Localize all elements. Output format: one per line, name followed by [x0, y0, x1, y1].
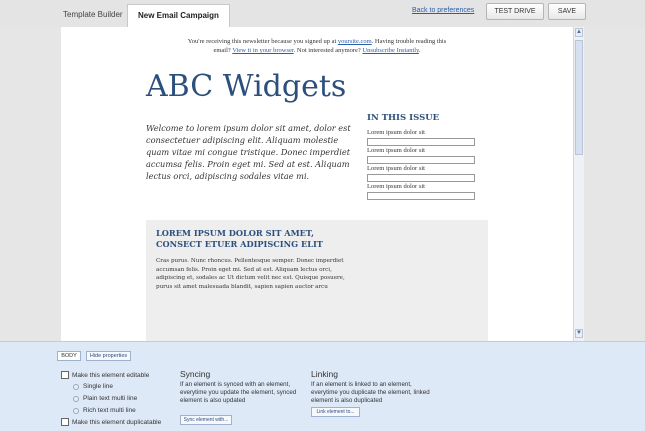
rich-text-label: Rich text multi line: [83, 407, 136, 414]
issue-item-field[interactable]: [367, 138, 475, 146]
notice-text: You're receiving this newsletter because you signed up at: [187, 38, 337, 45]
issue-item[interactable]: Lorem ipsum dolor sit: [367, 183, 425, 190]
test-drive-button[interactable]: TEST DRIVE: [486, 3, 544, 20]
newsletter-notice: [61, 37, 573, 55]
in-this-issue-heading[interactable]: IN THIS ISSUE: [367, 113, 440, 123]
notice-text: email?: [213, 47, 231, 54]
linking-heading: Linking: [311, 369, 338, 379]
issue-item-field[interactable]: [367, 174, 475, 182]
notice-text: . Having trouble reading this: [371, 38, 447, 45]
tab-new-email-campaign[interactable]: New Email Campaign: [127, 4, 230, 27]
issue-item-field[interactable]: [367, 156, 475, 164]
duplicatable-checkbox[interactable]: [61, 418, 69, 426]
unsubscribe-link[interactable]: Unsubscribe Instantly: [362, 47, 419, 54]
section-body[interactable]: Cras purus. Nunc rhoncus. Pellentesque semper. Donec imperdiet accumsan felis. Proin eget mi. Sed at est. Aliquam lectus orci, adipiscing et, sodales ac Ut dictum velit nec est. Quisque posuere, purus sit amet malesuada blandit, sapien sapien auctor arcu: [156, 258, 345, 290]
rich-text-radio[interactable]: [73, 408, 79, 414]
hide-properties-button[interactable]: Hide properties: [86, 351, 131, 361]
issue-item[interactable]: Lorem ipsum dolor sit: [367, 147, 425, 154]
issue-item-field[interactable]: [367, 192, 475, 200]
back-to-preferences-link[interactable]: Back to preferences: [412, 7, 475, 14]
right-margin: [584, 27, 645, 341]
notice-text: .: [418, 47, 421, 54]
save-button[interactable]: SAVE: [548, 3, 586, 20]
scroll-up-icon[interactable]: ▲: [576, 29, 582, 35]
intro-text[interactable]: Welcome to lorem ipsum dolor sit amet, dolor est consectetuer adipiscing elit. Aliquam molestie quam vitae mi congue tristique. Donec imperdiet accumsa felis. Proin eget mi. Sed at est. Aliquam lectus orci, adipiscing sodales vitae mi.: [146, 123, 351, 181]
duplicatable-label: Make this element duplicatable: [72, 419, 162, 426]
properties-panel: [0, 341, 645, 431]
top-bar: [0, 0, 645, 27]
plain-text-radio[interactable]: [73, 396, 79, 402]
syncing-description: If an element is synced with an element, everytime you update the element, synced element is also updated: [180, 381, 297, 404]
yoursite-link[interactable]: yoursite.com: [337, 38, 372, 45]
editable-label: Make this element editable: [72, 372, 150, 379]
notice-text: . Not interested anymore?: [293, 47, 361, 54]
scroll-thumb[interactable]: [575, 40, 583, 155]
syncing-heading: Syncing: [180, 369, 211, 379]
editable-checkbox[interactable]: [61, 371, 69, 379]
element-tag-badge: BODY: [57, 351, 81, 361]
plain-text-label: Plain text multi line: [83, 395, 138, 402]
tab-template-builder[interactable]: Template Builder: [63, 10, 123, 19]
scroll-down-icon[interactable]: ▼: [576, 330, 582, 336]
linking-description: If an element is linked to an element, everytime you duplicate the element, linked element is also duplicated: [311, 381, 430, 404]
canvas-scrollbar[interactable]: [573, 27, 584, 341]
view-in-browser-link[interactable]: View it in your browser: [232, 47, 294, 54]
section-heading[interactable]: LOREM IPSUM DOLOR SIT AMET, CONSECT ETUER ADIPISCING ELIT: [156, 228, 323, 249]
email-title[interactable]: ABC Widgets: [146, 69, 347, 104]
email-canvas: [61, 27, 573, 341]
link-element-button[interactable]: Link element to...: [311, 407, 360, 417]
content-section[interactable]: [146, 220, 488, 341]
single-line-radio[interactable]: [73, 384, 79, 390]
issue-item[interactable]: Lorem ipsum dolor sit: [367, 129, 425, 136]
single-line-label: Single line: [83, 383, 113, 390]
sync-element-button[interactable]: Sync element with...: [180, 415, 232, 425]
issue-item[interactable]: Lorem ipsum dolor sit: [367, 165, 425, 172]
